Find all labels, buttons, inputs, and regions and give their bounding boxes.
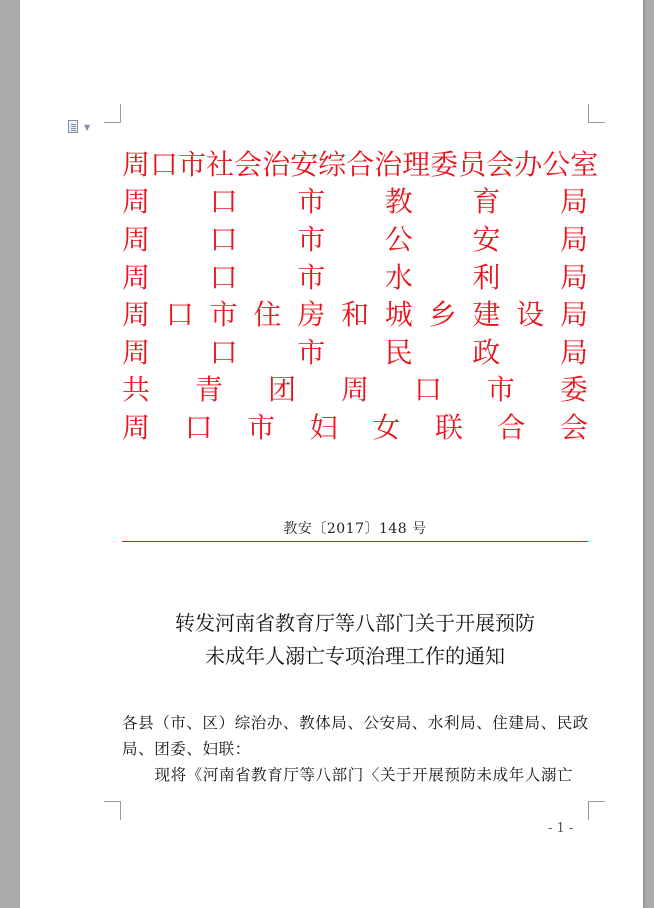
agency-char: 房: [297, 298, 326, 332]
agency-char: 教: [384, 185, 413, 219]
agency-char: 理: [402, 147, 431, 181]
agency-name: [122, 184, 588, 222]
agency-char: 局: [559, 260, 588, 294]
agency-char: 市: [297, 185, 326, 219]
agency-char: 委: [559, 373, 588, 407]
body-paragraph: 现将《河南省教育厅等八部门〈关于开展预防未成年人溺亡: [154, 766, 574, 784]
agency-char: 综: [318, 147, 347, 181]
title-line-2: 未成年人溺亡专项治理工作的通知: [205, 644, 505, 668]
crop-mark-top-right: [588, 104, 605, 123]
agency-char: 合: [346, 147, 375, 181]
agency-char: 局: [559, 222, 588, 256]
agency-char: 周: [122, 185, 151, 219]
agency-char: 口: [413, 373, 442, 407]
agency-char: 政: [472, 335, 501, 369]
agency-name: [122, 409, 588, 447]
document-number: 教安〔2017〕148 号: [283, 521, 427, 537]
agency-char: 局: [559, 185, 588, 219]
agency-char: 会: [486, 147, 515, 181]
agency-char: 民: [384, 335, 413, 369]
agency-char: 办: [514, 147, 543, 181]
letterhead-agencies: [122, 146, 599, 447]
crop-mark-bottom-right: [588, 801, 605, 820]
agency-char: 青: [194, 373, 223, 407]
agency-char: 治: [262, 147, 291, 181]
agency-char: 周: [122, 147, 151, 181]
agency-char: 口: [165, 298, 194, 332]
agency-name: [122, 372, 588, 410]
agency-char: 市: [486, 373, 515, 407]
agency-char: 口: [184, 410, 213, 444]
chevron-down-icon[interactable]: ▼: [84, 123, 91, 132]
agency-char: 周: [122, 222, 151, 256]
agency-char: 市: [297, 335, 326, 369]
agency-char: 局: [559, 335, 588, 369]
agency-char: 局: [559, 298, 588, 332]
agency-char: 周: [122, 335, 151, 369]
agency-name: [122, 334, 588, 372]
agency-char: 安: [290, 147, 319, 181]
paste-options-icon[interactable]: [68, 120, 78, 133]
agency-char: 合: [497, 410, 526, 444]
document-page: [20, 0, 643, 908]
agency-char: 周: [122, 260, 151, 294]
agency-char: 利: [472, 260, 501, 294]
agency-char: 妇: [309, 410, 338, 444]
agency-char: 市: [178, 147, 207, 181]
agency-char: 周: [122, 298, 151, 332]
agency-char: 会: [234, 147, 263, 181]
letterhead-red-rule: [122, 541, 588, 542]
agency-char: 公: [384, 222, 413, 256]
agency-name: [122, 259, 588, 297]
agency-char: 治: [374, 147, 403, 181]
crop-mark-top-left: [104, 104, 121, 123]
agency-char: 安: [472, 222, 501, 256]
agency-char: 市: [247, 410, 276, 444]
agency-char: 水: [384, 260, 413, 294]
agency-char: 口: [209, 185, 238, 219]
document-title: [122, 607, 588, 673]
agency-char: 设: [516, 298, 545, 332]
agency-name: [122, 146, 599, 184]
document-body: [122, 710, 592, 788]
agency-char: 社: [206, 147, 235, 181]
agency-char: 员: [458, 147, 487, 181]
agency-char: 乡: [428, 298, 457, 332]
agency-char: 市: [209, 298, 238, 332]
agency-char: 育: [472, 185, 501, 219]
agency-name: [122, 221, 588, 259]
crop-mark-bottom-left: [104, 801, 121, 820]
title-line-1: 转发河南省教育厅等八部门关于开展预防: [175, 611, 535, 635]
agency-char: 周: [122, 410, 151, 444]
agency-char: 室: [570, 147, 599, 181]
agency-char: 建: [472, 298, 501, 332]
agency-char: 共: [122, 373, 151, 407]
agency-char: 城: [384, 298, 413, 332]
agency-char: 和: [340, 298, 369, 332]
agency-char: 公: [542, 147, 571, 181]
agency-char: 委: [430, 147, 459, 181]
agency-char: 口: [209, 260, 238, 294]
agency-char: 市: [297, 222, 326, 256]
page-number: - 1 -: [548, 821, 574, 836]
agency-char: 口: [150, 147, 179, 181]
agency-char: 会: [559, 410, 588, 444]
agency-name: [122, 296, 588, 334]
agency-char: 团: [267, 373, 296, 407]
recipients-paragraph: 各县（市、区）综治办、教体局、公安局、水利局、住建局、民政局、团委、妇联：: [122, 714, 589, 758]
agency-char: 市: [297, 260, 326, 294]
agency-char: 口: [209, 335, 238, 369]
agency-char: 女: [372, 410, 401, 444]
agency-char: 周: [340, 373, 369, 407]
agency-char: 口: [209, 222, 238, 256]
agency-char: 联: [434, 410, 463, 444]
agency-char: 住: [253, 298, 282, 332]
